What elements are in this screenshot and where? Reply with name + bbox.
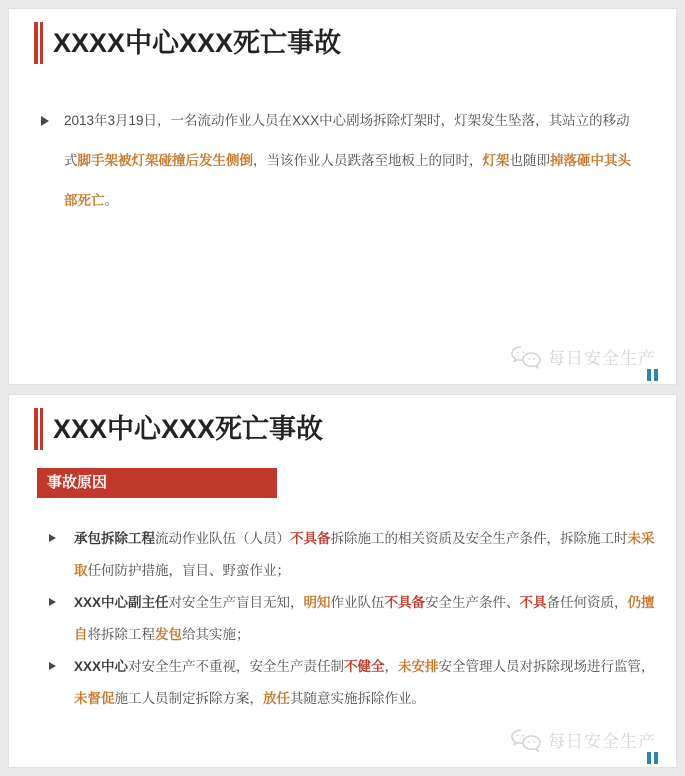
- slide-2: [8, 394, 677, 768]
- watermark-label: 每日安全生产: [548, 732, 656, 751]
- slide2-title-row: [9, 395, 676, 450]
- slide2-bullet-2: [47, 587, 662, 651]
- arrow-right-icon: [47, 587, 74, 619]
- slide1-body: [9, 64, 676, 221]
- title-accent-bars: [34, 408, 43, 450]
- watermark: [510, 344, 656, 369]
- arrow-right-icon: [39, 101, 64, 141]
- slide2-bullet-2-text: XXX中心副主任对安全生产盲目无知，明知作业队伍不具备安全生产条件、不具备任何资质，仍擅自将拆除工程发包给其实施；: [74, 595, 655, 642]
- wechat-bubbles-icon: [510, 728, 542, 752]
- arrow-right-icon: [47, 651, 74, 683]
- slide1-bullet: [39, 101, 637, 221]
- slide2-body: [9, 498, 676, 715]
- section-banner: 事故原因: [37, 468, 277, 498]
- slide1-paragraph: 2013年3月19日，一名流动作业人员在XXX中心剧场拆除灯架时，灯架发生坠落，其站立的移动式脚手架被灯架碰撞后发生侧倒，当该作业人员跌落至地板上的同时，灯架也随即掉落砸中其头部死亡。: [64, 113, 631, 208]
- watermark: [510, 727, 656, 752]
- slide2-bullet-1-text: 承包拆除工程流动作业队伍（人员）不具备拆除施工的相关资质及安全生产条件，拆除施工时未采取任何防护措施，盲目、野蛮作业；: [74, 531, 655, 578]
- pause-bars-icon: [647, 369, 658, 381]
- slide1-title: XXXX中心XXX死亡事故: [53, 28, 342, 58]
- slide2-bullet-3-text: XXX中心对安全生产不重视，安全生产责任制不健全，未安排安全管理人员对拆除现场进行监管，未督促施工人员制定拆除方案，放任其随意实施拆除作业。: [74, 659, 655, 706]
- wechat-bubbles-icon: [510, 345, 542, 369]
- slide2-title: XXX中心XXX死亡事故: [53, 414, 324, 444]
- slide-1: [8, 8, 677, 385]
- slide2-bullet-3: [47, 651, 662, 715]
- arrow-right-icon: [47, 523, 74, 555]
- slide2-bullet-1: [47, 523, 662, 587]
- slide1-title-row: [9, 9, 676, 64]
- title-accent-bars: [34, 22, 43, 64]
- watermark-label: 每日安全生产: [548, 349, 656, 368]
- pause-bars-icon: [647, 752, 658, 764]
